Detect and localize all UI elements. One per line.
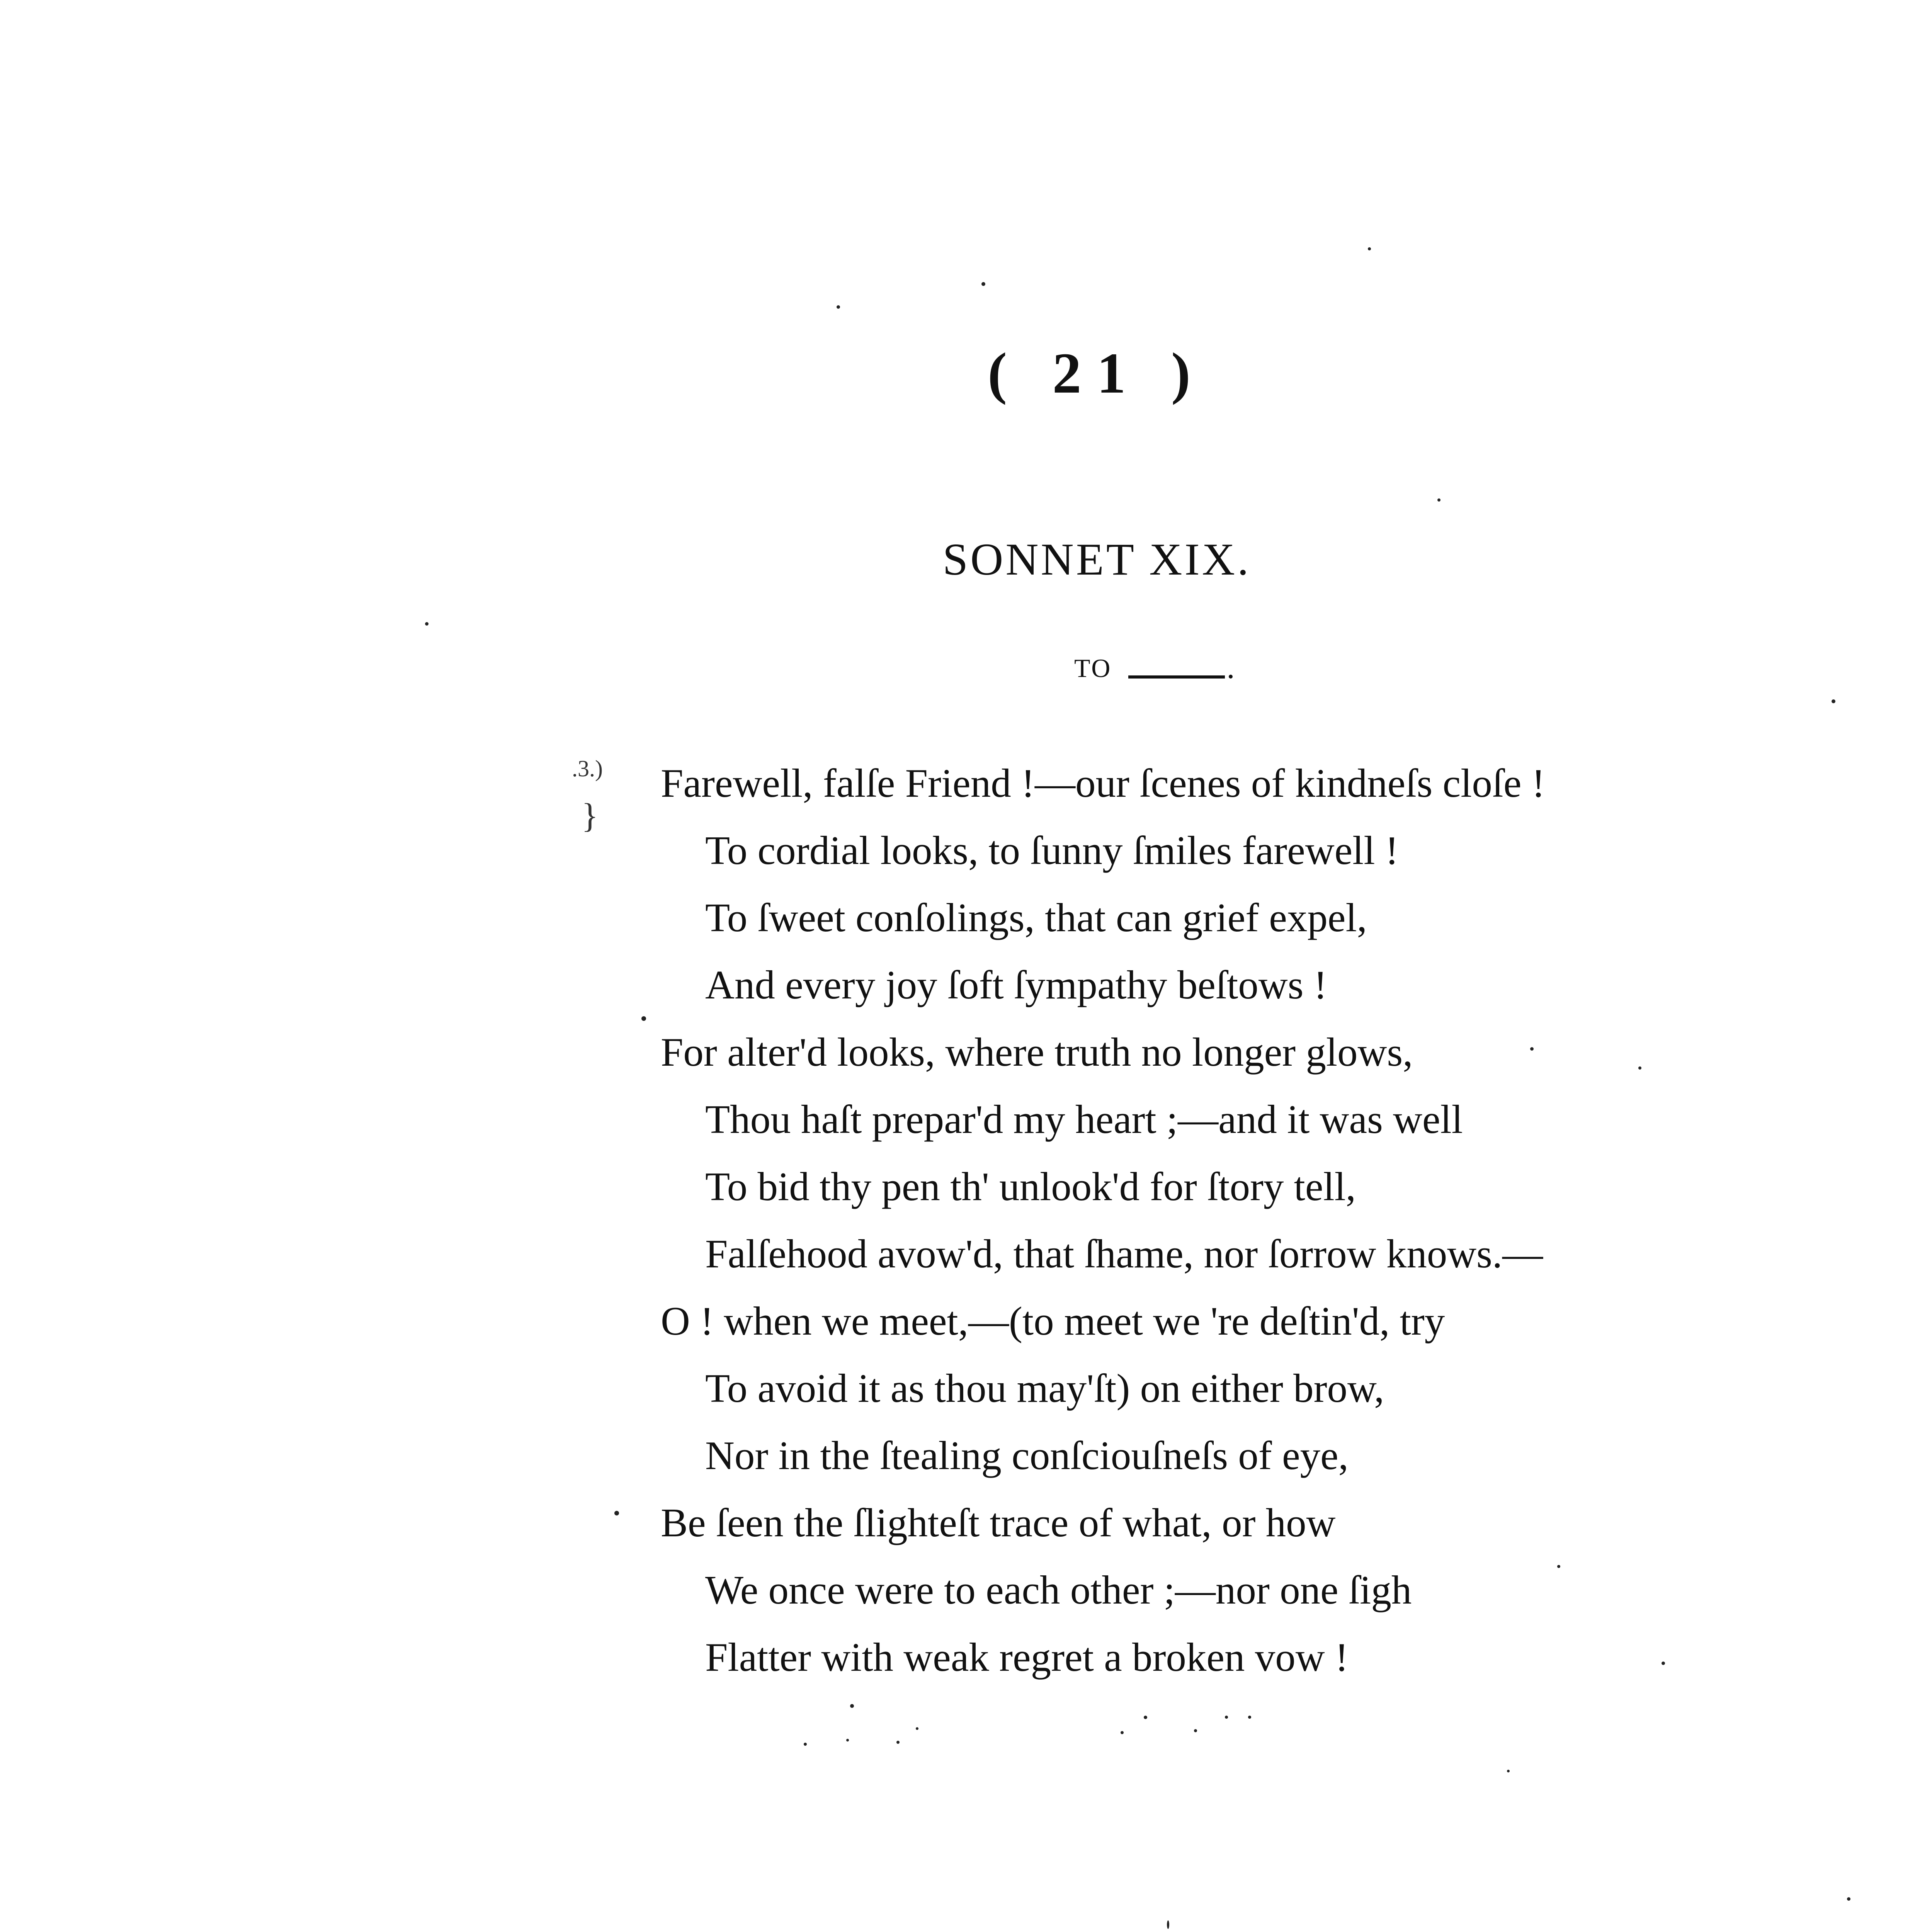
poem-title: SONNET XIX. xyxy=(942,534,1251,585)
print-speck xyxy=(1832,699,1835,703)
poem-line-7: To bid thy pen th' unlook'd for ſtory tell, xyxy=(705,1164,1356,1209)
dedication-label: TO xyxy=(1074,653,1112,683)
poem-line-12: Be ſeen the ſlighteſt trace of what, or how xyxy=(661,1500,1336,1545)
poem-line-9: O ! when we meet,—(to meet we 're deſtin'd, try xyxy=(661,1298,1445,1344)
dedication-period xyxy=(1229,675,1233,679)
print-speck xyxy=(1507,1770,1510,1772)
print-speck xyxy=(1225,1716,1228,1719)
print-speck xyxy=(837,305,840,309)
print-speck xyxy=(981,282,985,286)
print-speck xyxy=(1194,1729,1197,1732)
poem-line-4: And every joy ſoft ſympathy beſtows ! xyxy=(705,962,1327,1007)
poem-line-11: Nor in the ſtealing conſciouſneſs of eye, xyxy=(705,1433,1349,1478)
print-speck xyxy=(1530,1047,1534,1051)
print-speck xyxy=(916,1727,918,1730)
print-speck xyxy=(1167,1920,1169,1929)
margin-bracket: } xyxy=(582,797,599,835)
poem-line-13: We once were to each other ;—nor one ſigh xyxy=(705,1567,1412,1612)
print-speck xyxy=(1557,1565,1560,1568)
poem-line-6: Thou haſt prepar'd my heart ;—and it was well xyxy=(705,1097,1463,1142)
print-speck xyxy=(1638,1066,1641,1070)
print-speck xyxy=(1121,1731,1124,1734)
print-speck xyxy=(1662,1662,1665,1665)
print-speck xyxy=(896,1741,900,1744)
margin-annotation: .3.) xyxy=(572,756,603,781)
print-speck xyxy=(1847,1897,1850,1901)
poem-line-8: Falſehood avow'd, that ſhame, nor ſorrow knows.— xyxy=(705,1231,1543,1276)
poem-line-2: To cordial looks, to ſunny ſmiles farewell ! xyxy=(705,828,1399,873)
poem-line-1: Farewell, falſe Friend !—our ſcenes of kindneſs cloſe ! xyxy=(661,760,1545,806)
print-speck xyxy=(1144,1716,1147,1719)
print-speck xyxy=(614,1511,619,1515)
print-speck xyxy=(641,1016,646,1021)
dedication-dash xyxy=(1128,675,1225,679)
poem-body xyxy=(661,750,1665,1691)
print-speck xyxy=(1368,247,1371,250)
poem-line-14: Flatter with weak regret a broken vow ! xyxy=(705,1634,1349,1680)
page-number: ( 21 ) xyxy=(988,341,1206,405)
print-speck xyxy=(850,1704,854,1708)
print-speck xyxy=(425,622,429,626)
print-speck xyxy=(1248,1716,1251,1719)
print-speck xyxy=(1437,498,1440,502)
print-speck xyxy=(804,1743,807,1746)
print-speck xyxy=(846,1739,849,1742)
poem-line-10: To avoid it as thou may'ſt) on either brow, xyxy=(705,1366,1384,1411)
poem-line-5: For alter'd looks, where truth no longer glows, xyxy=(661,1029,1413,1075)
poem-line-3: To ſweet conſolings, that can grief expel, xyxy=(705,895,1367,940)
